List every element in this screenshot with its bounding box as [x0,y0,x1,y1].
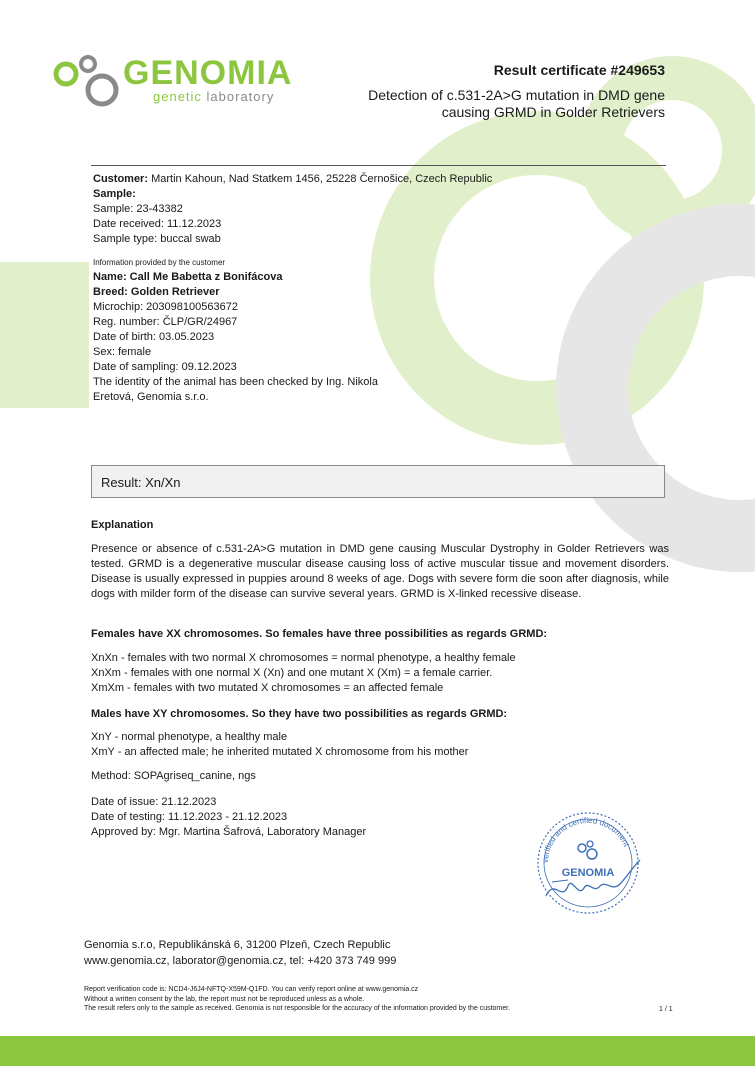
footer-green-bar [0,1036,755,1066]
svg-text:verified and certified documen [541,816,631,863]
list-item: XnY - normal phenotype, a healthy male [91,731,288,743]
certificate-number: Result certificate #249653 [493,62,665,78]
animal-name: Name: Call Me Babetta z Bonifácova [93,271,283,283]
method-line: Method: SOPAgriseq_canine, ngs [91,770,256,782]
list-item: XmY - an affected male; he inherited mutated X chromosome from his mother [91,746,469,758]
date-of-issue: Date of issue: 21.12.2023 [91,796,217,808]
customer-line [93,172,613,187]
animal-breed: Breed: Golden Retriever [93,286,220,298]
sample-date-received: Date received: 11.12.2023 [93,218,222,230]
list-item: XnXn - females with two normal X chromosomes = normal phenotype, a healthy female [91,652,516,664]
decor-green-rectangle [0,262,89,408]
males-list [91,730,669,760]
disclaimer-note: The result refers only to the sample as received. Genomia is not responsible for the accuracy of the information provided by the customer. [84,1005,511,1012]
logo-tagline [153,89,274,104]
customer-provided-note: Information provided by the customer [93,258,226,267]
header-divider [91,165,666,166]
sample-heading: Sample: [93,188,136,200]
certificate-title: Detection of c.531-2A>G mutation in DMD gene causing GRMD in Golder Retrievers [368,87,665,120]
footer-address: Genomia s.r.o, Republikánská 6, 31200 Plzeň, Czech Republic [84,939,391,951]
certification-stamp-icon [528,808,648,918]
list-item: XnXm - females with one normal X (Xn) and one mutant X (Xm) = a female carrier. [91,667,493,679]
animal-reg-number: Reg. number: ČLP/GR/24967 [93,316,238,328]
animal-sampling-date: Date of sampling: 09.12.2023 [93,361,237,373]
stamp-logo-text: GENOMIA [561,867,615,879]
logo-tagline-laboratory: laboratory [201,89,275,104]
females-heading: Females have XX chromosomes. So females have three possibilities as regards GRMD: [91,628,548,640]
result-box: Result: Xn/Xn [91,465,665,498]
animal-identity-check: The identity of the animal has been checked by Ing. Nikola Eretová, Genomia s.r.o. [93,376,378,403]
explanation-heading: Explanation [91,519,154,531]
animal-microchip: Microchip: 203098100563672 [93,301,238,313]
explanation-paragraph: Presence or absence of c.531-2A>G mutation in DMD gene causing Muscular Dystrophy in Golder Retrievers was tested. GRMD is a degenerative muscular disease causing loss of active muscular tissue and movement disorders. Disease is usually expressed in puppies around 8 weeks of age. Dogs with severe form die soon after diagnosis, while dogs with milder form of the disease can survive several years. GRMD is X-linked recessive disease. [91,543,669,600]
females-list [91,651,669,696]
animal-sex: Sex: female [93,346,152,358]
stamp-ring-text: verified and certified document [540,815,632,864]
males-heading: Males have XY chromosomes. So they have two possibilities as regards GRMD: [91,708,508,720]
footer-address-block [84,937,396,969]
animal-dob: Date of birth: 03.05.2023 [93,331,215,343]
logo-tagline-genetic: genetic [153,89,202,104]
genomia-logo-icon [52,50,122,110]
footer-notes [84,985,644,1014]
customer-label: Customer: [93,173,149,185]
footer-contact: www.genomia.cz, laborator@genomia.cz, tel: +420 373 749 999 [84,955,397,967]
consent-note: Without a written consent by the lab, the report must not be reproduced unless as a whole. [84,995,365,1003]
logo-wordmark: GENOMIA [123,54,293,92]
customer-value: Martin Kahoun, Nad Statkem 1456, 25228 Černošice, Czech Republic [148,173,493,185]
date-of-testing: Date of testing: 11.12.2023 - 21.12.2023 [91,811,288,823]
verification-note: Report verification code is: NCD4-J6J4-NFTQ-X59M-Q1FD. You can verify report online at www.genomia.cz [84,986,419,993]
animal-info-block [93,258,413,405]
sample-type: Sample type: buccal swab [93,233,221,245]
list-item: XmXm - females with two mutated X chromosomes = an affected female [91,682,444,694]
approved-by: Approved by: Mgr. Martina Šafrová, Laboratory Manager [91,826,367,838]
customer-sample-block [93,172,613,247]
page-number: 1 / 1 [659,1006,673,1013]
sample-number: Sample: 23-43382 [93,203,183,215]
